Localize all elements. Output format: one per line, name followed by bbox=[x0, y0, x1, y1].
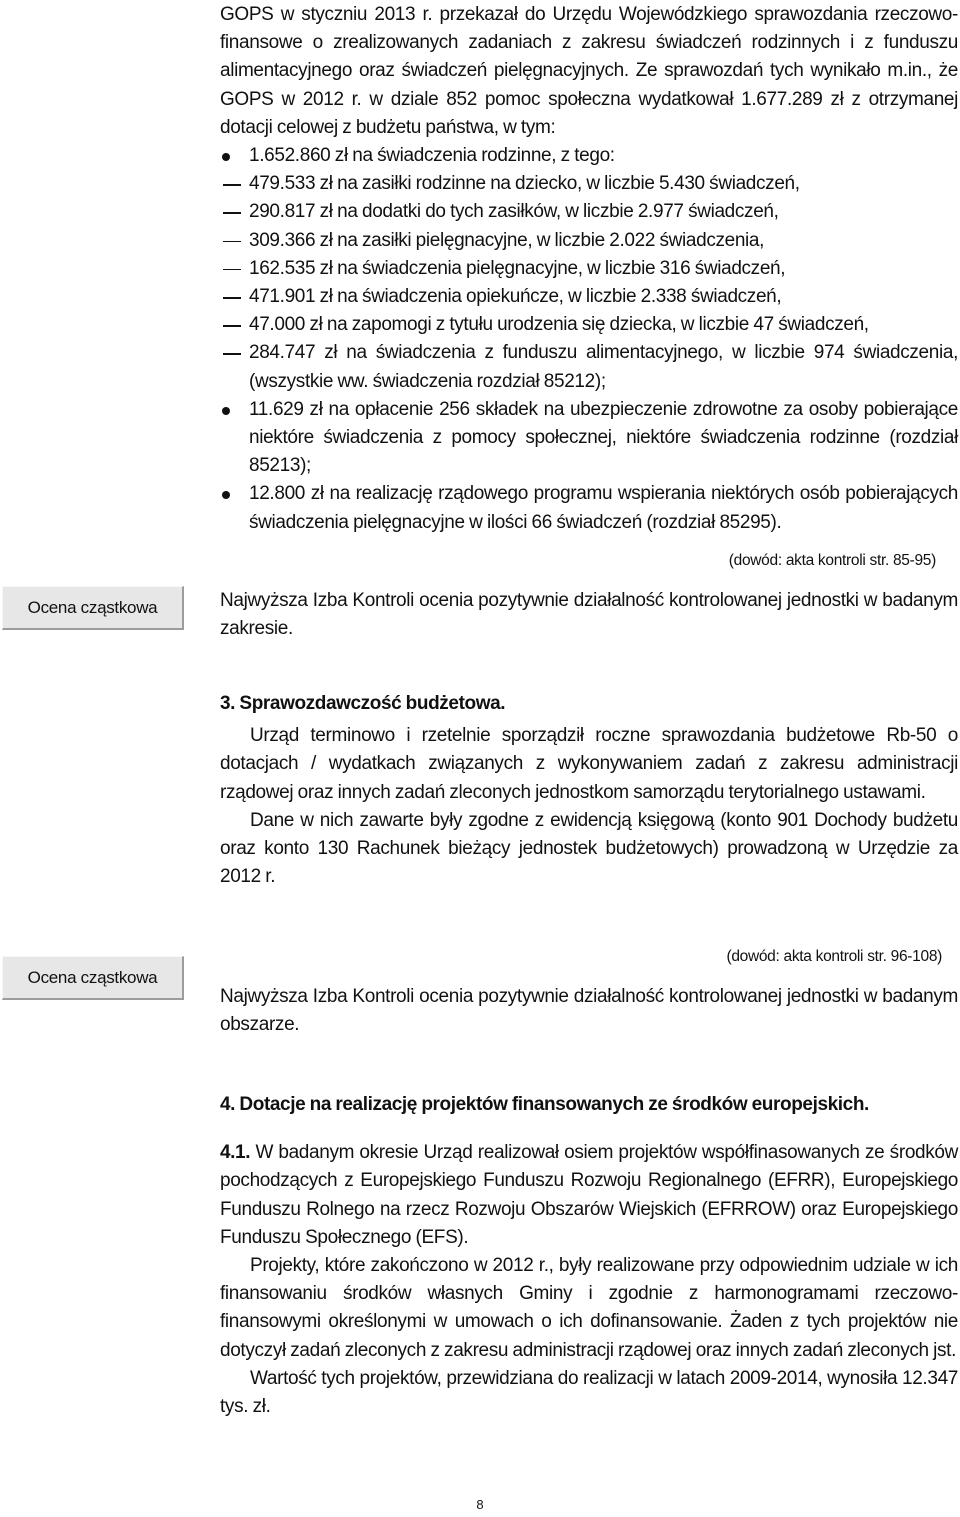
family-benefits-sublist bbox=[220, 170, 958, 396]
spacer bbox=[220, 1119, 958, 1139]
section-paragraph: Wartość tych projektów, przewidziana do realizacji w latach 2009-2014, wynosiła 12.347 tys. zł. bbox=[220, 1367, 958, 1418]
evidence-reference: (dowód: akta kontroli str. 96-108) bbox=[726, 948, 942, 965]
section-paragraph: Urząd terminowo i rzetelnie sporządził roczne sprawozdania budżetowe Rb-50 o dotacjach / wydatkach związanych z wykonywaniem zadań z zakresu administracji rządowej oraz innych zadań zleconych jednostkom samorządu terytorialnego ustawami. bbox=[220, 725, 958, 803]
list-item-text: 471.901 zł na świadczenia opiekuńcze, w liczbie 2.338 świadczeń, bbox=[249, 286, 782, 308]
list-item bbox=[220, 283, 958, 311]
list-item bbox=[220, 170, 958, 198]
assessment-text bbox=[220, 587, 958, 643]
assessment-paragraph: Najwyższa Izba Kontroli ocenia pozytywnie działalność kontrolowanej jednostki w badanym zakresie. bbox=[220, 590, 958, 640]
list-item bbox=[220, 480, 958, 536]
list-item bbox=[220, 227, 958, 255]
list-item bbox=[220, 396, 958, 481]
list-item-text: 11.629 zł na opłacenie 256 składek na ubezpieczenie zdrowotne za osoby pobierające niektóre świadczenia z pomocy społecznej, niektóre świadczenia rodzinne (rozdział 85213); bbox=[249, 398, 958, 477]
section-paragraph bbox=[220, 1139, 958, 1252]
section-heading: 4. Dotacje na realizację projektów finansowanych ze środków europejskich. bbox=[220, 1094, 869, 1115]
list-item-text: 284.747 zł na świadczenia z funduszu alimentacyjnego, w liczbie 974 świadczenia, (wszystkie ww. świadczenia rozdział 85212); bbox=[249, 342, 958, 392]
list-item-text: 162.535 zł na świadczenia pielęgnacyjne, w liczbie 316 świadczeń, bbox=[249, 257, 786, 279]
section-paragraph: Projekty, które zakończono w 2012 r., były realizowane przy odpowiednim udziale w ich finansowaniu środków własnych Gminy i zgodnie z harmonogramami rzeczowo-finansowymi określonymi w umowach o ich dofinansowanie. Żaden z tych projektów nie dotyczył zadań zleconych z zakresu administracji rządowej oraz innych zadań zleconych jst. bbox=[220, 1255, 958, 1361]
partial-assessment-label: Ocena cząstkowa bbox=[2, 586, 184, 630]
section-heading: 3. Sprawozdawczość budżetowa. bbox=[220, 693, 506, 714]
page-number: 8 bbox=[476, 1497, 484, 1512]
list-item-text: 309.366 zł na zasiłki pielęgnacyjne, w liczbie 2.022 świadczenia, bbox=[249, 229, 765, 251]
evidence-reference: (dowód: akta kontroli str. 85-95) bbox=[728, 552, 936, 569]
list-item-text: 479.533 zł na zasiłki rodzinne na dziecko, w liczbie 5.430 świadczeń, bbox=[249, 173, 800, 195]
list-item bbox=[220, 198, 958, 226]
section-eu-funds bbox=[220, 1091, 958, 1421]
findings-text bbox=[220, 1, 958, 537]
subsection-text: W badanym okresie Urząd realizował osiem projektów współfinasowanych ze środków pochodzących z Europejskiego Funduszu Rozwoju Regionalnego (EFRR), Europejskiego Funduszu Rolnego na rzecz Rozwoju Obszarów Wiejskich (EFRROW) oraz Europejskiego Funduszu Społecznego (EFS). bbox=[220, 1142, 958, 1248]
partial-assessment-label: Ocena cząstkowa bbox=[2, 956, 184, 1000]
list-item-text: 47.000 zł na zapomogi z tytułu urodzenia się dziecka, w liczbie 47 świadczeń, bbox=[249, 314, 869, 336]
list-item bbox=[220, 255, 958, 283]
list-item-text: 290.817 zł na dodatki do tych zasiłków, w liczbie 2.977 świadczeń, bbox=[249, 201, 779, 223]
subsection-number: 4.1. bbox=[220, 1142, 251, 1164]
assessment-text bbox=[220, 983, 958, 1039]
intro-paragraph: GOPS w styczniu 2013 r. przekazał do Urzędu Wojewódzkiego sprawozdania rzeczowo-finansowe o zrealizowanych zadaniach z zakresu świadczeń rodzinnych i z funduszu alimentacyjnego oraz świadczeń pielęgnacyjnych. Ze sprawozdań tych wynikało m.in., że GOPS w 2012 r. w dziale 852 pomoc społeczna wydatkował 1.677.289 zł z otrzymanej dotacji celowej z budżetu państwa, w tym: bbox=[220, 4, 958, 138]
assessment-paragraph: Najwyższa Izba Kontroli ocenia pozytywnie działalność kontrolowanej jednostki w badanym obszarze. bbox=[220, 986, 958, 1036]
expenditure-list bbox=[220, 142, 958, 170]
section-budget-reporting bbox=[220, 690, 958, 891]
list-item bbox=[220, 311, 958, 339]
list-item-text: 12.800 zł na realizację rządowego programu wspierania niektórych osób pobierających świadczenia pielęgnacyjne w ilości 66 świadczeń (rozdział 85295). bbox=[249, 483, 958, 533]
list-item bbox=[220, 339, 958, 395]
list-item bbox=[220, 142, 958, 170]
section-paragraph: Dane w nich zawarte były zgodne z ewidencją księgową (konto 901 Dochody budżetu oraz konto 130 Rachunek bieżący jednostek budżetowych) prowadzoną w Urzędzie za 2012 r. bbox=[220, 809, 958, 888]
expenditure-list-continued bbox=[220, 396, 958, 537]
list-item-text: 1.652.860 zł na świadczenia rodzinne, z tego: bbox=[249, 145, 615, 167]
